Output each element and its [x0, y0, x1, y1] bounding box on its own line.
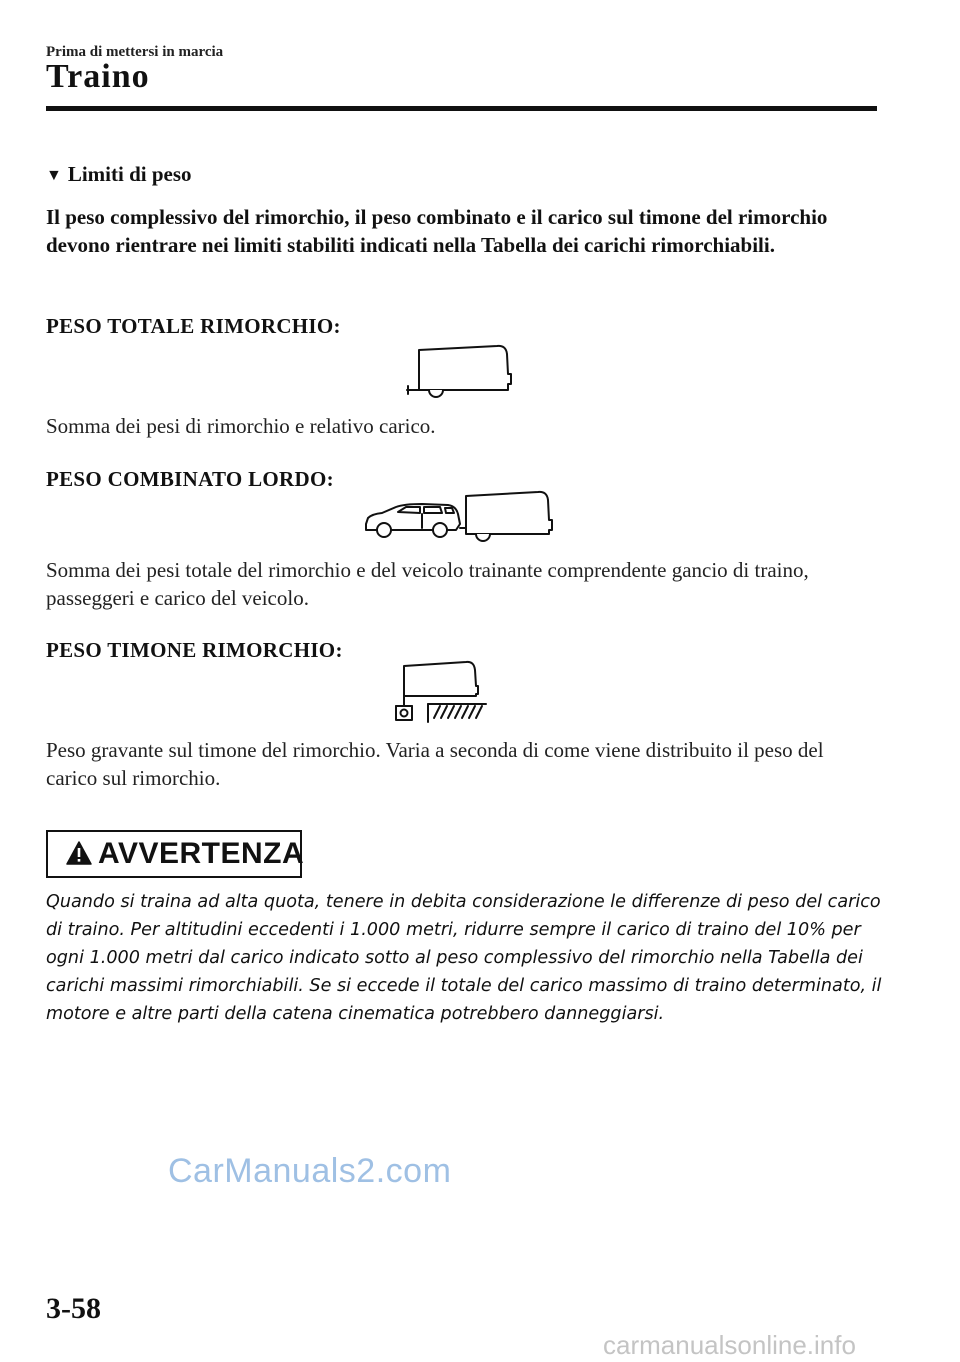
- term-gross-combined-weight: PESO COMBINATO LORDO:: [46, 467, 334, 491]
- desc-gross-combined-weight: Somma dei pesi totale del rimorchio e del veicolo trainante comprendente gancio di traino, passeggeri e carico del veicolo.: [46, 558, 809, 610]
- tongue-weight-scale-icon: [388, 656, 490, 726]
- term-total-trailer-weight: PESO TOTALE RIMORCHIO:: [46, 314, 341, 338]
- footer-brand: carmanualsonline.info: [603, 1330, 856, 1360]
- desc-total-trailer-weight: Somma dei pesi di rimorchio e relativo carico.: [46, 414, 436, 438]
- intro-paragraph: Il peso complessivo del rimorchio, il peso combinato e il carico sul timone del rimorchio devono rientrare nei limiti stabiliti indicati nella Tabella dei carichi rimorchiabili.: [46, 205, 828, 257]
- desc-tongue-weight: Peso gravante sul timone del rimorchio. Varia a seconda di come viene distribuito il peso del carico sul rimorchio.: [46, 738, 824, 790]
- car-with-trailer-icon: [362, 488, 558, 546]
- watermark: CarManuals2.com: [168, 1152, 452, 1190]
- page-number: 3-58: [46, 1292, 101, 1325]
- page-title: Traino: [46, 58, 150, 95]
- triangle-bullet-icon: ▼: [46, 167, 62, 184]
- section-heading: [46, 162, 192, 187]
- term-tongue-weight: PESO TIMONE RIMORCHIO:: [46, 638, 343, 662]
- warning-triangle-icon: [66, 841, 92, 865]
- trailer-icon: [405, 338, 523, 400]
- section-heading-text: Limiti di peso: [67, 162, 192, 186]
- breadcrumb: Prima di mettersi in marcia: [46, 44, 224, 60]
- warning-label: AVVERTENZA: [98, 837, 305, 870]
- warning-box: [46, 830, 305, 878]
- warning-text: Quando si traina ad alta quota, tenere in debita considerazione le differenze di peso del carico di traino. Per altitudini eccedenti i 1.000 metri, ridurre sempre il carico di traino del 10% per ogni 1.000 metri dal carico indicato sotto al peso complessivo del rimorchio nella Tabella dei carichi massimi rimorchiabili. Se si eccede il totale del carico massimo di traino determinato, il motore e altre parti della catena cinematica potrebbero danneggiarsi.: [46, 892, 882, 1024]
- title-divider: [46, 106, 877, 111]
